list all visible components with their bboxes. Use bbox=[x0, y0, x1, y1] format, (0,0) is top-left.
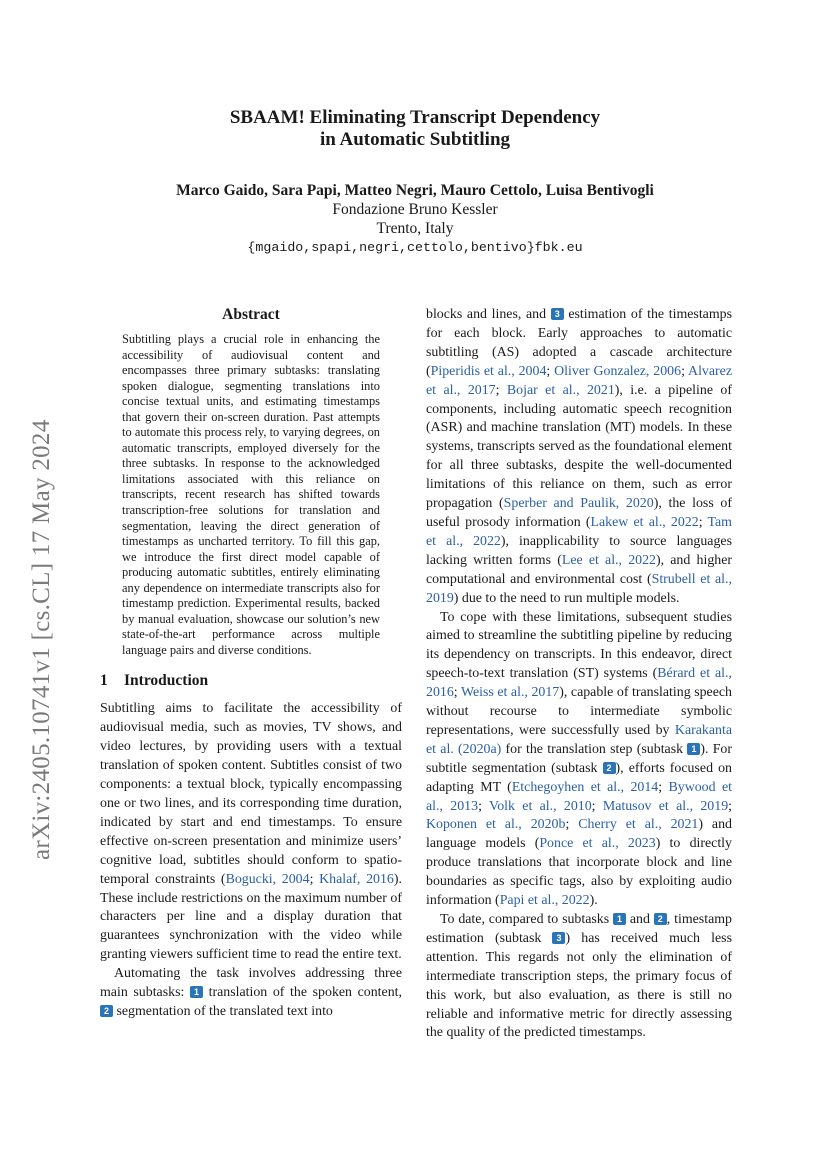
citation-link[interactable]: Khalaf, 2016 bbox=[319, 871, 394, 887]
text-run: ), the loss of useful prosody information ( bbox=[426, 496, 732, 530]
intro-paragraph-3 bbox=[426, 609, 732, 912]
subtask-badge-1: 1 bbox=[613, 913, 626, 925]
citation-link[interactable]: Piperidis et al., 2004 bbox=[430, 363, 547, 379]
text-run: ), i.e. a pipeline of components, including automatic speech recognition (ASR) and machine translation (MT) models. In these systems, transcripts served as the foundational element for all three subtasks, despite the well-documented limitations of this reliance on them, such as error propagation ( bbox=[426, 382, 732, 512]
citation-link[interactable]: Etchegoyhen et al., 2014 bbox=[511, 779, 659, 795]
text-run: ; bbox=[728, 798, 733, 814]
text-run: and bbox=[626, 912, 654, 927]
subtask-badge-3: 3 bbox=[551, 308, 564, 320]
text-run: ) has received much less attention. This regards not only the elimination of intermediate transcription steps, the primary focus of this work, but also evaluation, as there is still no reliable and informative metric for directly assessing the quality of the predicted timestamps. bbox=[426, 930, 732, 1041]
title-block bbox=[100, 107, 730, 258]
citation-link[interactable]: Cherry et al., 2021 bbox=[578, 817, 699, 833]
text-run: segmentation of the translated text into bbox=[113, 1003, 333, 1019]
section-heading-introduction bbox=[100, 672, 402, 690]
text-run: ), efforts focused on adapting MT ( bbox=[426, 760, 732, 795]
text-run: ). For subtitle segmentation (subtask bbox=[426, 741, 733, 776]
subtask-badge-2: 2 bbox=[100, 1005, 113, 1017]
text-run: Automating the task involves addressing three main subtasks: bbox=[100, 966, 402, 1001]
text-run: translation of the spoken content, bbox=[202, 985, 402, 1001]
citation-link[interactable]: Lakew et al., 2022 bbox=[590, 514, 699, 530]
intro-paragraph-2-cont bbox=[426, 306, 732, 609]
citation-link[interactable]: Matusov et al., 2019 bbox=[602, 798, 729, 814]
text-run: ) due to the need to run multiple models. bbox=[453, 590, 680, 606]
section-title: Introduction bbox=[124, 672, 209, 690]
text-run: ; bbox=[453, 685, 461, 701]
text-run: ) and language models ( bbox=[426, 817, 732, 852]
text-run: estimation of the timestamps for each block. Early approaches to automatic subtitling (AS) adopted a cascade architecture ( bbox=[426, 307, 732, 379]
text-run: ; bbox=[546, 363, 555, 379]
subtask-badge-1: 1 bbox=[687, 743, 700, 755]
intro-paragraph-2-start bbox=[100, 965, 402, 1022]
text-run: blocks and lines, and bbox=[426, 307, 551, 322]
citation-link[interactable]: Bojar et al., 2021 bbox=[506, 382, 615, 398]
citation-link[interactable]: Oliver Gonzalez, 2006 bbox=[554, 363, 682, 379]
text-run: ; bbox=[591, 798, 603, 814]
citation-link[interactable]: Weiss et al., 2017 bbox=[460, 685, 560, 701]
subtask-badge-3: 3 bbox=[552, 932, 565, 944]
citation-link[interactable]: Tam et al., 2022 bbox=[426, 514, 732, 549]
intro-paragraph-1 bbox=[100, 700, 402, 965]
text-run: ; bbox=[698, 514, 708, 530]
left-column bbox=[100, 306, 402, 1022]
citation-link[interactable]: Bogucki, 2004 bbox=[225, 871, 310, 887]
citation-link[interactable]: Papi et al., 2022 bbox=[499, 893, 590, 909]
citation-link[interactable]: Volk et al., 2010 bbox=[488, 798, 592, 814]
affiliation-place: Trento, Italy bbox=[376, 220, 454, 237]
subtask-badge-1: 1 bbox=[190, 986, 203, 998]
text-run: ), inapplicability to source languages lacking written forms ( bbox=[426, 533, 732, 568]
text-run: , timestamp estimation (subtask bbox=[426, 912, 732, 946]
intro-paragraph-4 bbox=[426, 911, 732, 1043]
subtask-badge-2: 2 bbox=[654, 913, 667, 925]
text-run: To date, compared to subtasks bbox=[440, 912, 613, 927]
text-run: Subtitling aims to facilitate the accessibility of audiovisual media, such as movies, TV shows, and video lectures, by providing users with a textual translation of spoken content. Subtitles consist of two components: a textual block, typically encompassing one or two lines, and its corresponding time duration, indicated by start and end timestamps. To ensure effective on-screen presentation and minimize users’ cognitive load, subtitles should conform to spatio-temporal constraints ( bbox=[100, 701, 402, 887]
citation-link[interactable]: Bérard et al., 2016 bbox=[426, 666, 732, 701]
text-run: for the translation step (subtask bbox=[501, 741, 688, 757]
text-run: ; bbox=[478, 798, 489, 814]
text-run: ; bbox=[495, 382, 507, 398]
affiliation-org: Fondazione Bruno Kessler bbox=[332, 201, 498, 218]
text-run: ; bbox=[309, 871, 320, 887]
arxiv-side-stamp: arXiv:2405.10741v1 [cs.CL] 17 May 2024 bbox=[28, 419, 55, 860]
right-column bbox=[426, 306, 732, 1043]
text-run: ; bbox=[681, 363, 689, 379]
citation-link[interactable]: Strubell et al., 2019 bbox=[426, 571, 732, 606]
abstract-heading: Abstract bbox=[222, 306, 280, 323]
section-number: 1 bbox=[100, 672, 108, 690]
text-run: ), and higher computational and environmental cost ( bbox=[426, 552, 732, 587]
citation-link[interactable]: Sperber and Paulik, 2020 bbox=[503, 496, 654, 512]
paper-title-line-2: in Automatic Subtitling bbox=[319, 129, 511, 150]
text-run: ). bbox=[589, 893, 598, 909]
text-run: ; bbox=[658, 779, 669, 795]
text-run: ) to directly produce translations that incorporate block and line boundaries as specific tags, also by exploiting audio information ( bbox=[426, 836, 732, 909]
author-emails: {mgaido,spapi,negri,cettolo,bentivo}fbk.eu bbox=[247, 240, 583, 255]
abstract-text: Subtitling plays a crucial role in enhancing the accessibility of audiovisual content and encompasses three primary subtasks: translating spoken dialogue, segmenting translations into concise textual units, and estimating timestamps that govern their on-screen duration. Past attempts to automate this process rely, to varying degrees, on automatic transcripts, employed diversely for the three subtasks. In response to the acknowledged limitations associated with this reliance on transcripts, recent research has shifted towards transcription-free solutions for translation and segmentation, leaving the direct generation of timestamps as uncharted territory. To fill this gap, we introduce the first direct model capable of producing automatic subtitles, entirely eliminating any dependence on intermediate transcripts also for timestamp prediction. Experimental results, backed by manual evaluation, showcase our solution’s new state-of-the-art performance across multiple language pairs and diverse conditions. bbox=[122, 332, 380, 657]
citation-link[interactable]: Karakanta et al. (2020a) bbox=[426, 722, 732, 757]
citation-link[interactable]: Alvarez et al., 2017 bbox=[426, 363, 732, 398]
citation-link[interactable]: Koponen et al., 2020b bbox=[426, 817, 566, 833]
text-run: ; bbox=[565, 817, 579, 833]
text-run: ). These include restrictions on the maximum number of characters per line and a display duration that guarantees synchronization with the video while granting viewers sufficient time to read the entire text. bbox=[100, 871, 402, 963]
author-list: Marco Gaido, Sara Papi, Matteo Negri, Mauro Cettolo, Luisa Bentivogli bbox=[176, 182, 654, 199]
citation-link[interactable]: Ponce et al., 2023 bbox=[539, 836, 656, 852]
subtask-badge-2: 2 bbox=[603, 762, 616, 774]
text-run: ), capable of translating speech without recourse to intermediate symbolic representations, were successfully used by bbox=[426, 685, 732, 738]
text-run: To cope with these limitations, subsequent studies aimed to streamline the subtitling pipeline by reducing its dependency on transcripts. In this endeavor, direct speech-to-text translation (ST) systems ( bbox=[426, 609, 732, 682]
paper-title-line-1: SBAAM! Eliminating Transcript Dependency bbox=[229, 107, 601, 128]
citation-link[interactable]: Lee et al., 2022 bbox=[561, 552, 656, 568]
citation-link[interactable]: Bywood et al., 2013 bbox=[426, 779, 732, 814]
